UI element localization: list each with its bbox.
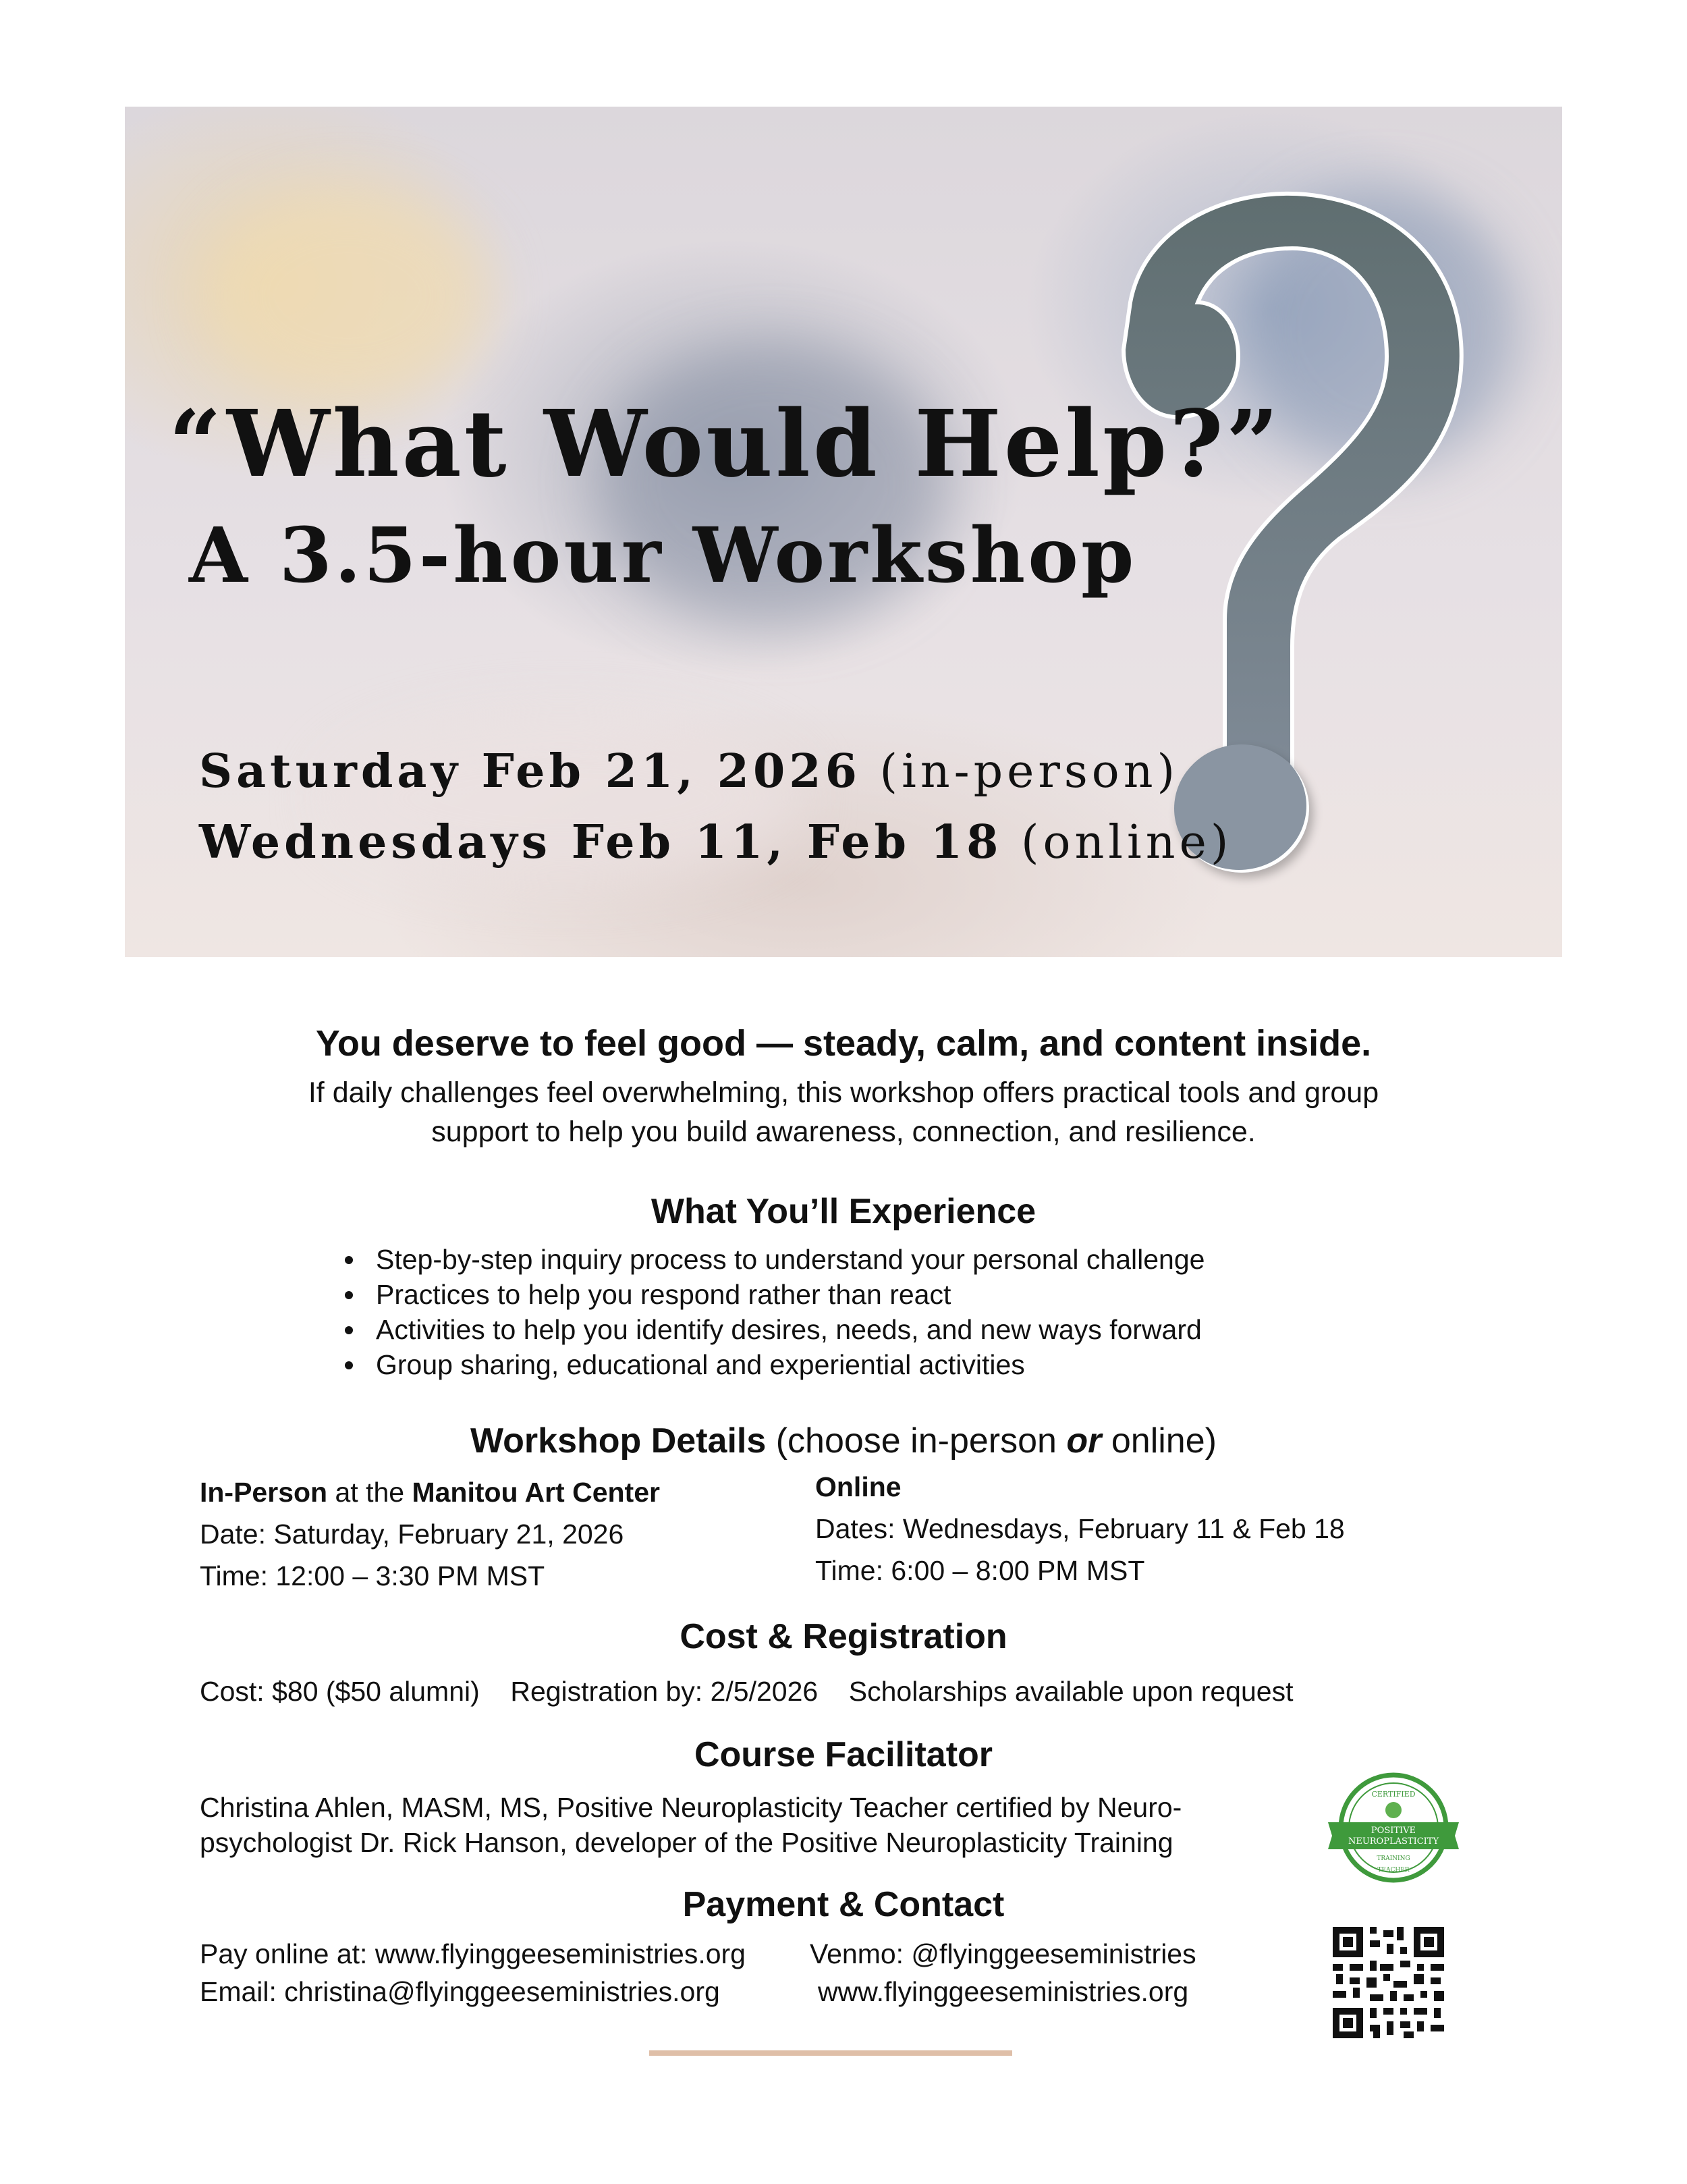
intro-line-2: support to help you build awareness, connection, and resilience. xyxy=(431,1116,1256,1148)
intro-line-1: If daily challenges feel overwhelming, this workshop offers practical tools and group xyxy=(308,1076,1379,1109)
venmo-handle: Venmo: @flyinggeeseministries xyxy=(810,1938,1196,1969)
in-person-label: In-Person xyxy=(200,1477,328,1508)
online-time: Time: 6:00 – 8:00 PM MST xyxy=(815,1555,1145,1586)
details-choose-or: or xyxy=(1066,1421,1102,1460)
email-link[interactable]: Email: christina@flyinggeeseministries.org xyxy=(200,1976,720,2007)
online-dates: Dates: Wednesdays, February 11 & Feb 18 xyxy=(815,1513,1345,1544)
date-in-person: Saturday Feb 21, 2026 xyxy=(199,744,861,798)
workshop-subtitle: A 3.5-hour Workshop xyxy=(189,512,1137,600)
experience-list xyxy=(341,1242,1205,1382)
badge-main-2: NEUROPLASTICITY xyxy=(1348,1836,1439,1847)
details-choose-pre: (choose in-person xyxy=(775,1421,1067,1460)
date-online: Wednesdays Feb 11, Feb 18 xyxy=(199,815,1003,869)
badge-main-3: TRAINING xyxy=(1377,1855,1410,1862)
qr-code-icon[interactable] xyxy=(1333,1927,1444,2038)
in-person-time: Time: 12:00 – 3:30 PM MST xyxy=(200,1560,545,1591)
list-item: Activities to help you identify desires, needs, and new ways forward xyxy=(341,1312,1205,1347)
venue-name: Manitou Art Center xyxy=(412,1477,660,1508)
badge-bottom-text: TEACHER xyxy=(1377,1867,1410,1874)
cost-line xyxy=(200,1676,1293,1708)
experience-heading: What You’ll Experience xyxy=(651,1192,1036,1231)
facilitator-line-2: psychologist Dr. Rick Hanson, developer of the Positive Neuroplasticity Training xyxy=(200,1827,1173,1858)
in-person-at: at the xyxy=(327,1477,412,1508)
details-heading-label: Workshop Details xyxy=(470,1421,767,1460)
workshop-title: “What Would Help?” xyxy=(169,390,1281,498)
tagline: You deserve to feel good — steady, calm, and content inside. xyxy=(315,1023,1372,1064)
online-label: Online xyxy=(815,1471,902,1502)
website-link[interactable]: www.flyinggeeseministries.org xyxy=(818,1976,1189,2007)
registration-deadline: Registration by: 2/5/2026 xyxy=(510,1676,819,1707)
intro-text xyxy=(0,1073,1687,1151)
cost-amount: Cost: $80 ($50 alumni) xyxy=(200,1676,480,1707)
in-person-details xyxy=(200,1471,660,1597)
badge-top-text: CERTIFIED xyxy=(1371,1790,1416,1799)
date-line-online xyxy=(199,815,1232,869)
list-item: Practices to help you respond rather than react xyxy=(341,1277,1205,1312)
in-person-date: Date: Saturday, February 21, 2026 xyxy=(200,1519,624,1550)
pay-online-link[interactable]: Pay online at: www.flyinggeeseministries.org xyxy=(200,1938,746,1969)
facilitator-heading: Course Facilitator xyxy=(694,1735,993,1774)
details-heading xyxy=(0,1421,1687,1461)
certified-teacher-badge-icon xyxy=(1323,1768,1464,1890)
footer-divider xyxy=(649,2050,1012,2056)
facilitator-bio xyxy=(200,1790,1182,1860)
list-item: Step-by-step inquiry process to understand your personal challenge xyxy=(341,1242,1205,1277)
date-online-mode: (online) xyxy=(1021,816,1233,869)
cost-heading: Cost & Registration xyxy=(680,1617,1007,1656)
list-item: Group sharing, educational and experiential activities xyxy=(341,1347,1205,1382)
details-choose-post: online) xyxy=(1101,1421,1217,1460)
hero-banner xyxy=(125,107,1562,957)
contact-heading: Payment & Contact xyxy=(682,1885,1005,1924)
date-line-in-person xyxy=(199,744,1179,798)
date-in-person-mode: (in-person) xyxy=(879,745,1180,798)
online-details xyxy=(815,1466,1345,1591)
badge-main-1: POSITIVE xyxy=(1371,1826,1416,1836)
scholarships-note: Scholarships available upon request xyxy=(848,1676,1294,1707)
facilitator-line-1: Christina Ahlen, MASM, MS, Positive Neuroplasticity Teacher certified by Neuro- xyxy=(200,1792,1182,1823)
